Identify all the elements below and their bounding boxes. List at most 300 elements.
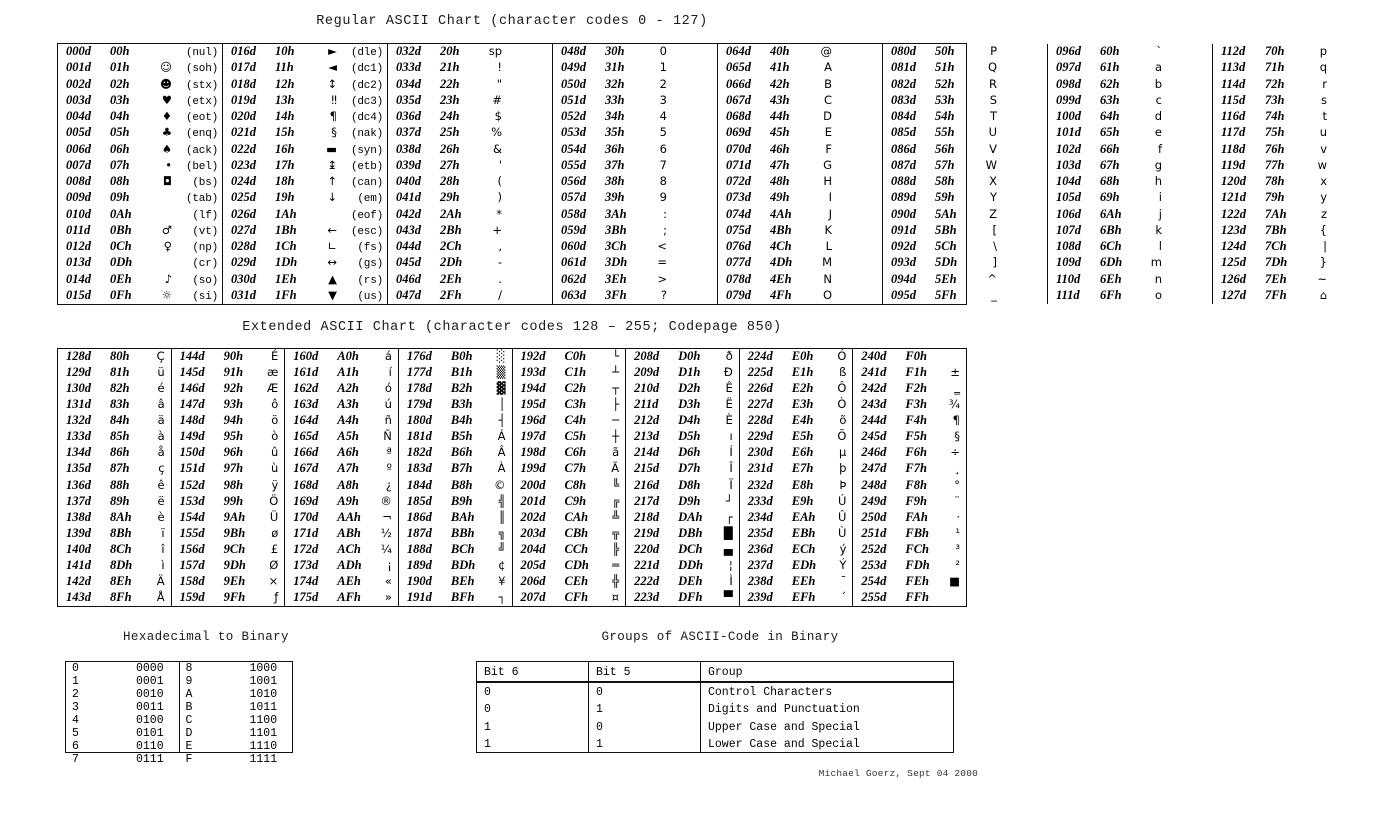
char-decimal: 140d	[66, 541, 91, 556]
char-glyph: Ó	[837, 349, 847, 363]
char-hex: BDh	[450, 557, 476, 572]
char-glyph: ▼	[328, 287, 337, 302]
char-decimal: 086d	[891, 141, 916, 156]
char-hex: 8Ah	[110, 509, 132, 524]
char-hex: 4Dh	[770, 255, 793, 270]
char-glyph: ─	[612, 413, 620, 428]
char-hex: 3Bh	[605, 222, 627, 237]
char-decimal: 181d	[406, 429, 432, 444]
char-decimal: 133d	[66, 429, 91, 444]
char-row	[553, 109, 717, 125]
extended-chart-title: Extended ASCII Chart (character codes 128 – 255; Codepage 850)	[242, 320, 782, 335]
char-hex: 35h	[605, 125, 625, 140]
hex-row	[66, 753, 179, 766]
char-glyph: N	[823, 271, 832, 286]
char-decimal: 032d	[396, 44, 421, 58]
char-decimal: 031d	[231, 287, 256, 302]
char-decimal: 115d	[1221, 92, 1246, 107]
groups-bit6: 0	[477, 683, 589, 700]
char-glyph: ←	[327, 222, 337, 237]
char-row	[285, 365, 398, 381]
hex-digit: 8	[185, 662, 193, 675]
char-glyph: ▓	[496, 381, 506, 396]
char-row	[626, 542, 739, 558]
char-decimal: 169d	[293, 493, 319, 508]
char-decimal: 099d	[1056, 92, 1081, 107]
char-hex: 08h	[110, 174, 130, 188]
char-row	[883, 109, 1047, 125]
char-row	[285, 445, 398, 461]
char-hex: AFh	[337, 589, 361, 604]
char-hex: 98h	[223, 477, 244, 492]
char-row	[718, 77, 882, 93]
char-row	[1048, 207, 1212, 223]
char-glyph: b	[1154, 76, 1162, 91]
char-row	[1213, 109, 1377, 125]
char-glyph: V	[989, 141, 997, 156]
char-hex: E4h	[791, 413, 814, 428]
char-hex: 1Bh	[275, 222, 297, 237]
char-row	[399, 365, 512, 381]
char-hex: DCh	[678, 541, 703, 556]
char-row	[1213, 93, 1377, 109]
char-decimal: 027d	[231, 222, 256, 237]
char-decimal: 253d	[861, 557, 887, 572]
char-glyph: ú	[384, 397, 392, 412]
char-hex: 11h	[275, 60, 294, 75]
hex-row	[180, 740, 293, 753]
char-row	[285, 381, 398, 397]
char-glyph: %	[491, 125, 502, 140]
char-glyph: ø	[271, 525, 279, 540]
char-glyph: À	[497, 461, 506, 476]
char-row	[883, 288, 1047, 304]
char-decimal: 237d	[747, 557, 773, 572]
char-glyph: P	[990, 44, 997, 58]
char-hex: B0h	[450, 349, 473, 363]
groups-row	[477, 718, 953, 735]
char-row	[553, 223, 717, 239]
char-row	[58, 223, 222, 239]
char-row	[388, 158, 552, 174]
char-glyph: Å	[156, 589, 165, 604]
char-row	[626, 413, 739, 429]
char-glyph: é	[157, 381, 165, 396]
char-decimal: 121d	[1221, 190, 1246, 205]
char-row	[740, 381, 853, 397]
char-hex: C4h	[564, 413, 587, 428]
char-hex: 27h	[440, 157, 460, 172]
char-mnemonic: (eof)	[350, 209, 383, 222]
char-decimal: 068d	[726, 109, 751, 123]
char-glyph: L	[825, 239, 832, 253]
char-hex: EDh	[791, 557, 817, 572]
char-hex: 1Eh	[275, 271, 297, 286]
char-decimal: 037d	[396, 125, 421, 140]
char-decimal: 020d	[231, 109, 256, 123]
char-row	[883, 190, 1047, 206]
char-decimal: 188d	[406, 541, 432, 556]
char-row	[1213, 272, 1377, 288]
char-hex: ADh	[337, 557, 362, 572]
hex-row	[180, 688, 293, 701]
char-decimal: 064d	[726, 44, 751, 58]
char-glyph: ╣	[498, 493, 506, 508]
char-glyph: ò	[271, 429, 279, 444]
char-glyph: l	[1158, 239, 1162, 253]
char-decimal: 132d	[66, 413, 91, 428]
char-decimal: 061d	[561, 255, 586, 270]
char-hex: 36h	[605, 141, 625, 156]
char-glyph: █	[723, 525, 733, 540]
char-row	[1048, 158, 1212, 174]
char-hex: 88h	[110, 477, 130, 492]
char-hex: 24h	[440, 109, 460, 123]
char-hex: B1h	[450, 365, 473, 380]
char-row	[58, 413, 171, 429]
char-hex: 31h	[605, 60, 625, 75]
char-glyph: ´	[840, 589, 847, 604]
hex-digit: D	[185, 727, 193, 740]
char-row	[1213, 255, 1377, 271]
char-decimal: 202d	[520, 509, 546, 524]
char-glyph: ã	[612, 445, 620, 460]
char-glyph: r	[1322, 76, 1327, 91]
char-hex: 18h	[275, 174, 295, 188]
char-hex: 4Eh	[770, 271, 792, 286]
char-hex: 07h	[110, 157, 130, 172]
char-hex: C6h	[564, 445, 587, 460]
char-hex: 75h	[1265, 125, 1285, 140]
groups-row	[477, 700, 953, 717]
char-mnemonic: (cr)	[192, 258, 218, 271]
binary-value: 1101	[249, 727, 278, 740]
char-glyph: Î	[729, 461, 733, 476]
char-hex: 66h	[1100, 141, 1120, 156]
char-hex: 77h	[1265, 157, 1285, 172]
char-row	[399, 542, 512, 558]
hex-row	[66, 740, 179, 753]
char-decimal: 203d	[520, 525, 546, 540]
char-hex: EEh	[791, 573, 816, 588]
char-hex: ABh	[337, 525, 361, 540]
char-glyph: ½	[380, 525, 392, 540]
ascii-column-4	[718, 44, 883, 304]
char-decimal: 199d	[520, 461, 546, 476]
char-decimal: 128d	[66, 349, 91, 363]
char-hex: F9h	[905, 493, 927, 508]
char-glyph: w	[1317, 157, 1327, 172]
char-decimal: 153d	[179, 493, 205, 508]
char-glyph: ↔	[327, 255, 337, 270]
char-hex: 23h	[440, 92, 460, 107]
char-row	[223, 142, 387, 158]
groups-bit5: 1	[589, 735, 701, 752]
char-hex: D1h	[678, 365, 701, 380]
char-decimal: 136d	[66, 477, 91, 492]
ascii-column-1	[172, 349, 286, 606]
char-hex: 0Dh	[110, 255, 133, 270]
char-decimal: 207d	[520, 589, 546, 604]
char-glyph: ª	[386, 445, 392, 460]
char-glyph: p	[1319, 44, 1327, 58]
char-row	[223, 207, 387, 223]
char-decimal: 065d	[726, 60, 751, 75]
char-row	[58, 574, 171, 590]
char-hex: 21h	[440, 60, 460, 75]
char-row	[513, 461, 626, 477]
char-row	[883, 272, 1047, 288]
char-glyph: $	[494, 109, 502, 123]
char-row	[58, 349, 171, 365]
regular-chart-title: Regular ASCII Chart (character codes 0 - 127)	[316, 14, 708, 29]
char-glyph: [	[992, 222, 997, 237]
char-row	[223, 288, 387, 304]
char-decimal: 080d	[891, 44, 916, 58]
char-decimal: 093d	[891, 255, 916, 270]
char-row	[513, 590, 626, 606]
char-row	[718, 207, 882, 223]
char-hex: 01h	[110, 60, 130, 75]
char-decimal: 239d	[747, 589, 773, 604]
char-hex: 90h	[223, 349, 244, 363]
char-mnemonic: (dc3)	[350, 95, 383, 108]
char-decimal: 233d	[747, 493, 773, 508]
char-decimal: 074d	[726, 206, 751, 221]
char-glyph: ¬	[382, 509, 392, 524]
char-hex: 61h	[1100, 60, 1120, 75]
char-hex: 15h	[275, 125, 295, 140]
char-hex: 72h	[1265, 76, 1285, 91]
char-glyph: ╝	[498, 541, 506, 556]
char-mnemonic: (np)	[192, 242, 218, 254]
char-hex: 87h	[110, 461, 130, 476]
char-row	[553, 142, 717, 158]
char-hex: AEh	[337, 573, 361, 588]
char-glyph: ö	[271, 413, 279, 428]
char-decimal: 234d	[747, 509, 773, 524]
char-row	[626, 510, 739, 526]
char-row	[553, 239, 717, 255]
char-row	[1048, 77, 1212, 93]
char-glyph: B	[824, 76, 832, 91]
char-row	[172, 558, 285, 574]
char-decimal: 205d	[520, 557, 546, 572]
char-row	[718, 93, 882, 109]
char-hex: B7h	[450, 461, 473, 476]
char-decimal: 048d	[561, 44, 586, 58]
char-hex: 2Ah	[440, 206, 462, 221]
char-decimal: 210d	[634, 381, 660, 396]
char-decimal: 198d	[520, 445, 546, 460]
ascii-column-0	[58, 44, 223, 304]
char-decimal: 011d	[66, 222, 91, 237]
char-row	[718, 125, 882, 141]
char-decimal: 095d	[891, 287, 916, 302]
char-hex: 3Dh	[605, 255, 628, 270]
char-decimal: 168d	[293, 477, 319, 492]
char-row	[285, 478, 398, 494]
char-decimal: 254d	[861, 573, 887, 588]
char-row	[883, 174, 1047, 190]
char-decimal: 248d	[861, 477, 887, 492]
char-decimal: 075d	[726, 222, 751, 237]
char-row	[718, 158, 882, 174]
char-decimal: 094d	[891, 271, 916, 286]
char-row	[718, 255, 882, 271]
ascii-column-0	[58, 349, 172, 606]
char-glyph: s	[1321, 92, 1327, 107]
char-hex: FBh	[905, 525, 930, 540]
char-hex: 1Fh	[275, 287, 297, 302]
char-row	[388, 77, 552, 93]
char-glyph: Ð	[723, 365, 733, 380]
char-row	[740, 429, 853, 445]
char-glyph: ↑	[327, 174, 337, 188]
char-row	[399, 349, 512, 365]
char-hex: B6h	[450, 445, 473, 460]
char-glyph: ×	[268, 573, 279, 588]
char-glyph: H	[823, 174, 832, 188]
char-hex: F3h	[905, 397, 927, 412]
char-row	[58, 542, 171, 558]
char-decimal: 043d	[396, 222, 421, 237]
char-hex: 39h	[605, 190, 625, 205]
char-decimal: 023d	[231, 157, 256, 172]
char-row	[513, 494, 626, 510]
char-row	[58, 445, 171, 461]
char-decimal: 249d	[861, 493, 887, 508]
char-glyph: &	[493, 141, 502, 156]
char-mnemonic: (esc)	[350, 225, 383, 238]
char-decimal: 089d	[891, 190, 916, 205]
char-hex: 58h	[935, 174, 955, 188]
char-decimal: 150d	[179, 445, 205, 460]
char-row	[285, 510, 398, 526]
char-decimal: 201d	[520, 493, 546, 508]
char-row	[883, 142, 1047, 158]
char-glyph: ~	[1317, 271, 1327, 286]
char-glyph: 2	[659, 76, 667, 91]
char-glyph: A	[824, 60, 832, 75]
groups-header-bit6: Bit 6	[477, 662, 589, 681]
char-glyph: ║	[498, 509, 506, 524]
char-row	[1213, 288, 1377, 304]
char-hex: 0Fh	[110, 287, 132, 302]
char-hex: 8Bh	[110, 525, 132, 540]
char-decimal: 033d	[396, 60, 421, 75]
char-row	[1213, 190, 1377, 206]
char-hex: B8h	[450, 477, 473, 492]
char-row	[285, 558, 398, 574]
char-glyph: á	[384, 349, 392, 363]
char-row	[285, 574, 398, 590]
char-hex: 99h	[223, 493, 244, 508]
hex-digit: E	[185, 740, 193, 753]
hex-row	[66, 701, 179, 714]
char-hex: 51h	[935, 60, 955, 75]
char-hex: 06h	[110, 141, 130, 156]
char-hex: 25h	[440, 125, 460, 140]
char-glyph: =	[657, 255, 667, 270]
char-decimal: 184d	[406, 477, 432, 492]
char-glyph: È	[725, 413, 733, 428]
char-row	[853, 558, 966, 574]
hex-to-binary-table	[65, 661, 293, 766]
char-glyph: y	[1320, 190, 1327, 205]
char-hex: F1h	[905, 365, 927, 380]
char-decimal: 029d	[231, 255, 256, 270]
char-row	[513, 526, 626, 542]
char-decimal: 059d	[561, 222, 586, 237]
char-hex: F5h	[905, 429, 927, 444]
char-row	[626, 494, 739, 510]
char-row	[399, 510, 512, 526]
char-hex: F4h	[905, 413, 927, 428]
char-hex: 6Bh	[1100, 222, 1122, 237]
binary-value: 1111	[249, 753, 278, 766]
char-row	[718, 109, 882, 125]
char-glyph: ╬	[612, 573, 620, 588]
char-row	[399, 558, 512, 574]
char-row	[58, 365, 171, 381]
char-hex: 65h	[1100, 125, 1120, 140]
char-glyph: ═	[612, 557, 620, 572]
char-row	[513, 574, 626, 590]
char-glyph: '	[498, 157, 502, 172]
char-glyph	[941, 351, 962, 363]
char-decimal: 039d	[396, 157, 421, 172]
char-hex: DDh	[678, 557, 704, 572]
char-hex: 14h	[275, 109, 295, 123]
char-row	[1048, 44, 1212, 60]
char-decimal: 211d	[634, 397, 659, 412]
char-hex: 33h	[605, 92, 625, 107]
char-decimal: 167d	[293, 461, 319, 476]
char-decimal: 008d	[66, 174, 91, 188]
char-glyph: Ï	[729, 477, 733, 492]
char-glyph: o	[1154, 287, 1162, 302]
char-hex: DAh	[678, 509, 703, 524]
char-row	[513, 365, 626, 381]
char-glyph: ╠	[612, 541, 620, 556]
char-decimal: 044d	[396, 239, 421, 253]
char-decimal: 175d	[293, 589, 319, 604]
char-row	[553, 207, 717, 223]
char-glyph: §	[331, 125, 337, 140]
char-glyph: c	[1155, 92, 1162, 107]
char-glyph: │	[498, 397, 506, 412]
char-glyph: e	[1154, 125, 1162, 140]
char-decimal: 217d	[634, 493, 660, 508]
char-decimal: 129d	[66, 365, 91, 380]
char-row	[740, 478, 853, 494]
char-hex: D0h	[678, 349, 701, 363]
char-glyph: É	[270, 349, 279, 363]
ascii-column-5	[626, 349, 740, 606]
char-glyph: {	[1319, 222, 1327, 237]
char-row	[223, 174, 387, 190]
hex-row	[66, 675, 179, 688]
char-glyph: ┬	[612, 381, 620, 396]
char-decimal: 224d	[747, 349, 773, 363]
char-row	[388, 142, 552, 158]
char-hex: A8h	[337, 477, 359, 492]
char-glyph: K	[824, 222, 832, 237]
hex-digit: 0	[72, 662, 79, 675]
char-hex: 80h	[110, 349, 130, 363]
char-decimal: 045d	[396, 255, 421, 270]
